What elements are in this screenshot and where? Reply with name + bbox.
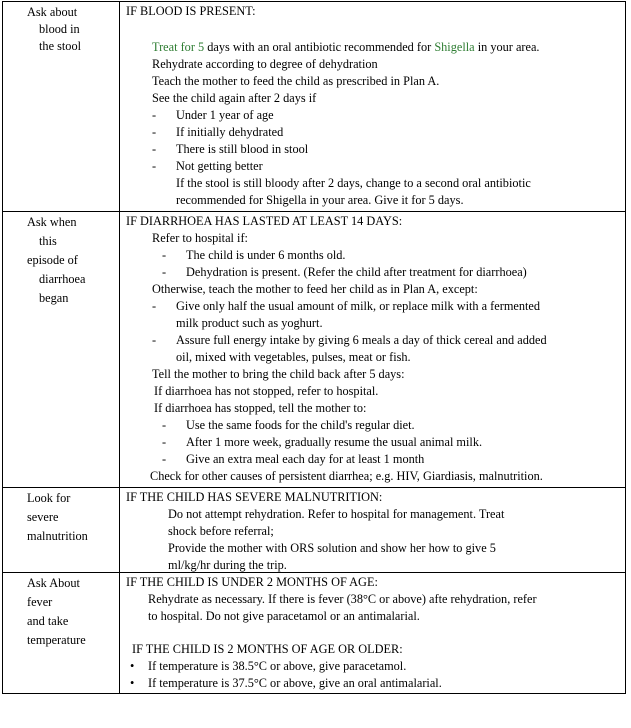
list-item-text: If initially dehydrated: [176, 125, 284, 139]
instruction-line: Teach the mother to feed the child as prescribed in Plan A.: [152, 74, 440, 88]
section-heading: IF THE CHILD IS 2 MONTHS OF AGE OR OLDER:: [132, 642, 403, 656]
dash-marker: -: [152, 159, 157, 173]
dash-list-item: [126, 141, 625, 158]
list-item-text: Give an extra meal each day for at least 1 month: [186, 452, 425, 466]
section-heading: IF DIARRHOEA HAS LASTED AT LEAST 14 DAYS:: [126, 214, 403, 228]
instruction-line: If diarrhoea has not stopped, refer to hospital.: [154, 384, 379, 398]
instruction-line: to hospital. Do not give paracetamol or an antimalarial.: [148, 609, 420, 623]
treat-duration: Treat for 5: [152, 40, 205, 54]
instruction-line: Provide the mother with ORS solution and show her how to give 5: [168, 541, 496, 555]
row-blood-in-stool: [2, 2, 626, 212]
dash-list-item: [126, 158, 625, 175]
list-item-text: There is still blood in stool: [176, 142, 309, 156]
dash-marker: -: [162, 452, 167, 466]
treat-text: days with an oral antibiotic recommended for: [204, 40, 435, 54]
dash-list-item: [126, 417, 625, 434]
dash-list-item: [126, 298, 625, 315]
list-item-continuation: oil, mixed with vegetables, pulses, meat or fish.: [176, 350, 411, 364]
dash-marker: -: [152, 333, 157, 347]
section-heading: IF THE CHILD HAS SEVERE MALNUTRITION:: [126, 490, 383, 504]
assessment-label: Ask about: [27, 5, 78, 19]
assessment-label: and take: [27, 614, 69, 628]
row-fever: [2, 573, 626, 694]
instruction-line: See the child again after 2 days if: [152, 91, 317, 105]
instruction-line: Rehydrate as necessary. If there is fever (38°C or above) afte rehydration, refer: [148, 592, 537, 606]
row-malnutrition: [2, 488, 626, 573]
dash-marker: -: [162, 435, 167, 449]
list-item-text: Under 1 year of age: [176, 108, 274, 122]
treatment-cell: [120, 488, 625, 572]
dash-marker: -: [152, 299, 157, 313]
assessment-label: blood in: [39, 22, 80, 36]
list-item-text: Dehydration is present. (Refer the child after treatment for diarrhoea): [186, 265, 527, 279]
section-heading: IF BLOOD IS PRESENT:: [126, 4, 256, 18]
list-item-text: After 1 more week, gradually resume the usual animal milk.: [186, 435, 483, 449]
section-heading: IF THE CHILD IS UNDER 2 MONTHS OF AGE:: [126, 575, 378, 589]
dash-list-item: [126, 124, 625, 141]
assessment-label: Ask About: [27, 576, 80, 590]
dash-list-item: [126, 264, 625, 281]
treatment-cell: [120, 573, 625, 693]
list-item-text: Assure full energy intake by giving 6 meals a day of thick cereal and added: [176, 333, 547, 347]
bullet-list-item: [126, 675, 625, 692]
instruction-line: Rehydrate according to degree of dehydration: [152, 57, 378, 71]
list-item-text: If temperature is 38.5°C or above, give paracetamol.: [148, 659, 407, 673]
instruction-line: ml/kg/hr during the trip.: [168, 558, 287, 572]
list-item-text: The child is under 6 months old.: [186, 248, 346, 262]
treatment-cell: [120, 2, 625, 211]
assessment-label: temperature: [27, 633, 86, 647]
instruction-line: If diarrhoea has stopped, tell the mother to:: [154, 401, 367, 415]
dash-marker: -: [152, 108, 157, 122]
followup-line: If the stool is still bloody after 2 days, change to a second oral antibiotic: [176, 176, 531, 190]
dash-list-item: [126, 451, 625, 468]
assessment-label: diarrhoea: [39, 272, 86, 286]
instruction-line: Do not attempt rehydration. Refer to hospital for management. Treat: [168, 507, 505, 521]
dash-marker: -: [152, 125, 157, 139]
followup-line: recommended for Shigella in your area. Give it for 5 days.: [176, 193, 464, 207]
dash-marker: -: [162, 418, 167, 432]
pathogen-name: Shigella: [434, 40, 475, 54]
treat-text-end: in your area.: [474, 40, 540, 54]
instruction-line: Tell the mother to bring the child back after 5 days:: [152, 367, 405, 381]
list-item-text: Not getting better: [176, 159, 263, 173]
assessment-label: Ask when: [27, 215, 77, 229]
assessment-label: this: [39, 234, 57, 248]
bullet-marker: •: [130, 676, 135, 690]
dash-list-item: [126, 247, 625, 264]
assessment-cell: [3, 212, 120, 487]
row-diarrhoea-duration: [2, 212, 626, 488]
assessment-cell: [3, 488, 120, 572]
list-item-text: Use the same foods for the child's regular diet.: [186, 418, 415, 432]
assessment-label: began: [39, 291, 69, 305]
assessment-label: the stool: [39, 39, 82, 53]
list-item-text: Give only half the usual amount of milk, or replace milk with a fermented: [176, 299, 541, 313]
dash-marker: -: [152, 142, 157, 156]
assessment-label: episode of: [27, 253, 78, 267]
dash-list-item: [126, 107, 625, 124]
treatment-cell: [120, 212, 625, 487]
treat-line: [126, 39, 625, 56]
list-item-continuation: milk product such as yoghurt.: [176, 316, 323, 330]
dash-list-item: [126, 434, 625, 451]
instruction-line: shock before referral;: [168, 524, 274, 538]
instruction-line: Refer to hospital if:: [152, 231, 248, 245]
assessment-cell: [3, 2, 120, 211]
bullet-marker: •: [130, 659, 135, 673]
assessment-label: fever: [27, 595, 53, 609]
dash-marker: -: [162, 265, 167, 279]
bullet-list-item: [126, 658, 625, 675]
assessment-label: severe: [27, 510, 59, 524]
list-item-text: If temperature is 37.5°C or above, give an oral antimalarial.: [148, 676, 442, 690]
dash-list-item: [126, 332, 625, 349]
assessment-cell: [3, 573, 120, 693]
instruction-line: Otherwise, teach the mother to feed her child as in Plan A, except:: [152, 282, 478, 296]
assessment-label: Look for: [27, 491, 71, 505]
guideline-table: [2, 1, 626, 694]
instruction-line: Check for other causes of persistent diarrhea; e.g. HIV, Giardiasis, malnutrition.: [150, 469, 543, 483]
assessment-label: malnutrition: [27, 529, 88, 543]
dash-marker: -: [162, 248, 167, 262]
